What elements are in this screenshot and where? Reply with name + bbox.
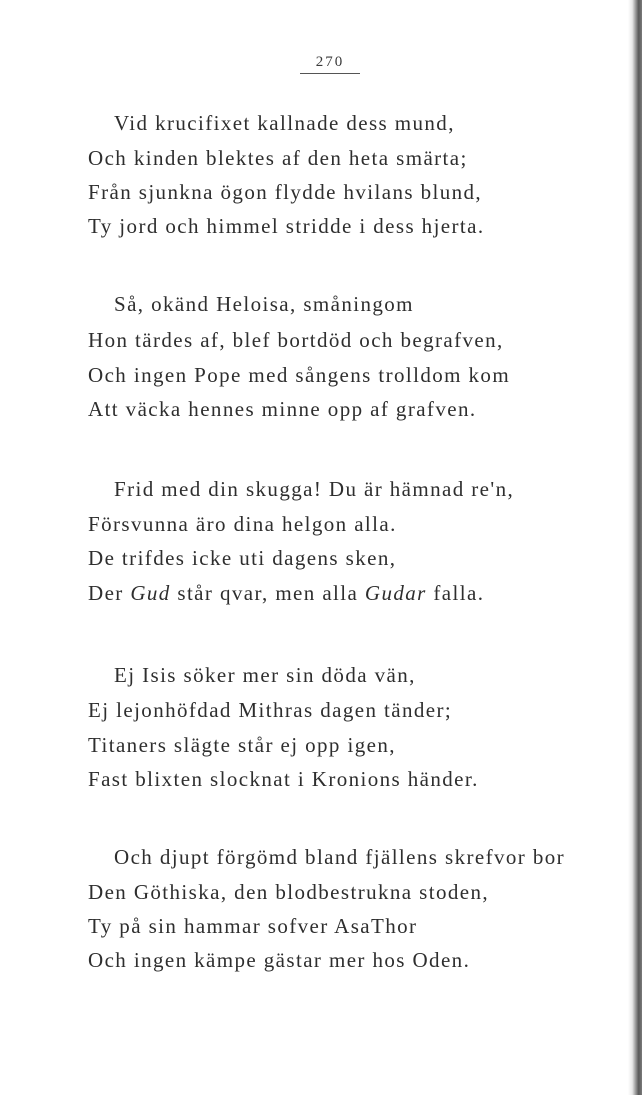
verse-line-text: falla. [426, 581, 485, 605]
verse-line-text: Der [88, 581, 131, 605]
verse-line: De trifdes icke uti dagens sken, [88, 546, 397, 570]
page-edge-shadow [628, 0, 642, 1095]
verse-line: Så, okänd Heloisa, småningom [114, 292, 414, 316]
verse-line: Och kinden blektes af den heta smärta; [88, 146, 468, 170]
verse-line: Försvunna äro dina helgon alla. [88, 512, 397, 536]
verse-line: Frid med din skugga! Du är hämnad re'n, [114, 477, 515, 501]
page-number-rule [300, 73, 360, 74]
verse-line: Att väcka hennes minne opp af grafven. [88, 397, 477, 421]
verse-line [88, 580, 484, 606]
italic-word: Gud [130, 581, 171, 605]
verse-line: Och djupt förgömd bland fjällens skrefvor bor [114, 845, 566, 869]
verse-line-text: står qvar, men alla [170, 581, 365, 605]
verse-line: Från sjunkna ögon flydde hvilans blund, [88, 180, 483, 204]
verse-line: Hon tärdes af, blef bortdöd och begrafven, [88, 328, 504, 352]
verse-line: Ty på sin hammar sofver AsaThor [88, 914, 418, 938]
page-number: 270 [315, 54, 345, 70]
verse-line: Fast blixten slocknat i Kronions händer. [88, 767, 479, 791]
verse-line: Och ingen Pope med sångens trolldom kom [88, 363, 511, 387]
italic-word: Gudar [364, 581, 427, 605]
verse-line: Den Göthiska, den blodbestrukna stoden, [88, 880, 490, 904]
verse-line: Titaners slägte står ej opp igen, [88, 733, 396, 757]
verse-line: Ty jord och himmel stridde i dess hjerta. [88, 214, 485, 238]
verse-line: Ej lejonhöfdad Mithras dagen tänder; [88, 698, 453, 722]
verse-line: Vid krucifixet kallnade dess mund, [114, 111, 455, 135]
verse-line: Och ingen kämpe gästar mer hos Oden. [88, 948, 471, 972]
verse-line: Ej Isis söker mer sin döda vän, [114, 663, 416, 687]
